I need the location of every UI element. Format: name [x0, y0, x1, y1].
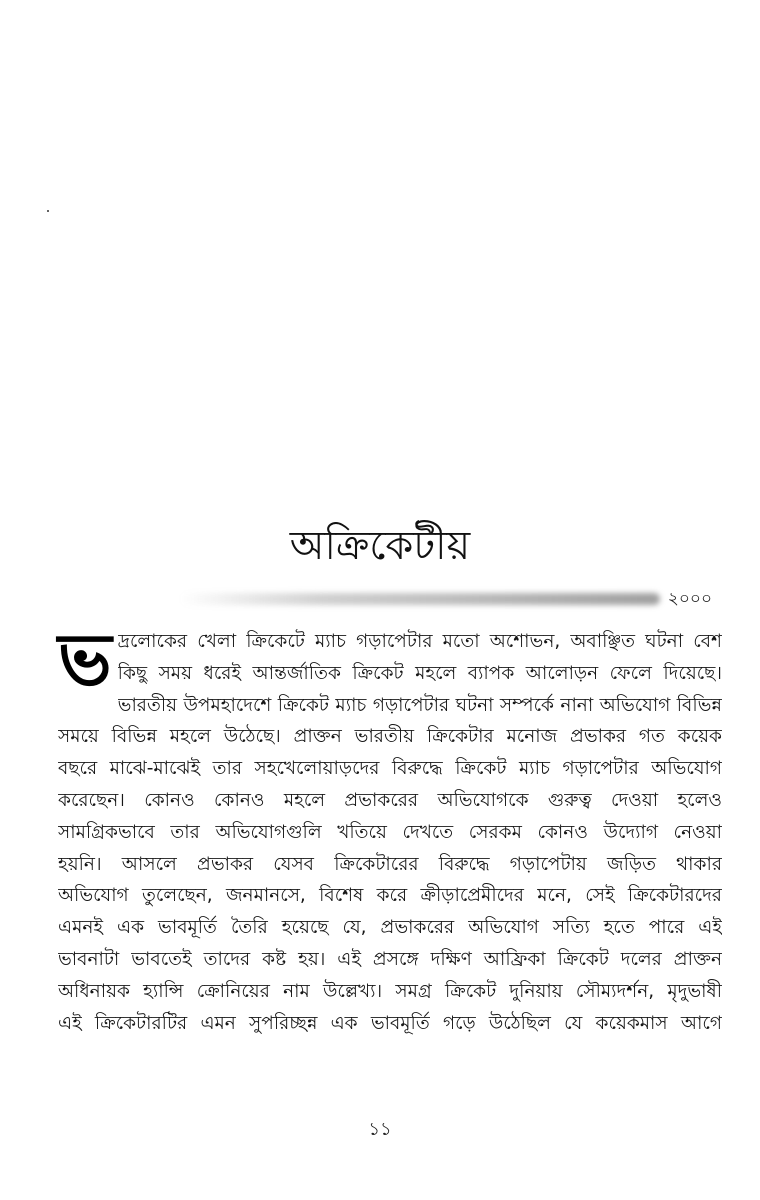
- page-speck: [47, 210, 49, 212]
- body-line: সময়ে বিভিন্ন মহলে উঠেছে। প্রাক্তন ভারতীয় ক্রিকেটার মনোজ প্রভাকর গত কয়েক: [58, 726, 722, 748]
- body-line: এমনই এক ভাবমূর্তি তৈরি হয়েছে যে, প্রভাকরের অভিযোগ সত্যি হতে পারে এই: [58, 917, 722, 939]
- chapter-title: অক্রিকেটীয়: [289, 523, 471, 569]
- body-line: অধিনায়ক হ্যান্সি ক্রোনিয়ের নাম উল্লেখ্য। সমগ্র ক্রিকেট দুনিয়ায় সৌম্যদর্শন, মৃদুভাষী: [58, 980, 722, 1002]
- body-line: এই ক্রিকেটারটির এমন সুপরিচ্ছন্ন এক ভাবমূর্তি গড়ে উঠেছিল যে কয়েকমাস আগে: [58, 1012, 722, 1034]
- body-line: হয়নি। আসলে প্রভাকর যেসব ক্রিকেটারের বিরুদ্ধে গড়াপেটায় জড়িত থাকার: [58, 853, 722, 875]
- chapter-body: [58, 617, 722, 1039]
- chapter-dateline: [180, 586, 712, 612]
- drop-cap: ভ: [58, 617, 112, 701]
- dateline-year: ২০০০: [667, 589, 712, 609]
- body-line: সামগ্রিকভাবে তার অভিযোগগুলি খতিয়ে দেখতে সেরকম কোনও উদ্যোগ নেওয়া: [58, 821, 722, 843]
- body-line: ভাবনাটা ভাবতেই তাদের কষ্ট হয়। এই প্রসঙ্গে দক্ষিণ আফ্রিকা ক্রিকেট দলের প্রাক্তন: [58, 948, 722, 970]
- body-line: বছরে মাঝে-মাঝেই তার সহখেলোয়াড়দের বিরুদ্ধে ক্রিকেট ম্যাচ গড়াপেটার অভিযোগ: [58, 758, 722, 780]
- page-number: ১১: [368, 1119, 392, 1140]
- dateline-blurred-text: [180, 593, 660, 605]
- body-line: করেছেন। কোনও কোনও মহলে প্রভাকরের অভিযোগকে গুরুত্ব দেওয়া হলেও: [58, 789, 722, 811]
- body-line: কিছু সময় ধরেই আন্তর্জাতিক ক্রিকেট মহলে ব্যাপক আলোড়ন ফেলে দিয়েছে।: [117, 662, 722, 684]
- body-line: ভারতীয় উপমহাদেশে ক্রিকেট ম্যাচ গড়াপেটার ঘটনা সম্পর্কে নানা অভিযোগ বিভিন্ন: [117, 694, 722, 716]
- body-line: দ্রলোকের খেলা ক্রিকেটে ম্যাচ গড়াপেটার মতো অশোভন, অবাঞ্ছিত ঘটনা বেশ: [117, 631, 722, 652]
- body-line: অভিযোগ তুলেছেন, জনমানসে, বিশেষ করে ক্রীড়াপ্রেমীদের মনে, সেই ক্রিকেটারদের: [58, 885, 722, 907]
